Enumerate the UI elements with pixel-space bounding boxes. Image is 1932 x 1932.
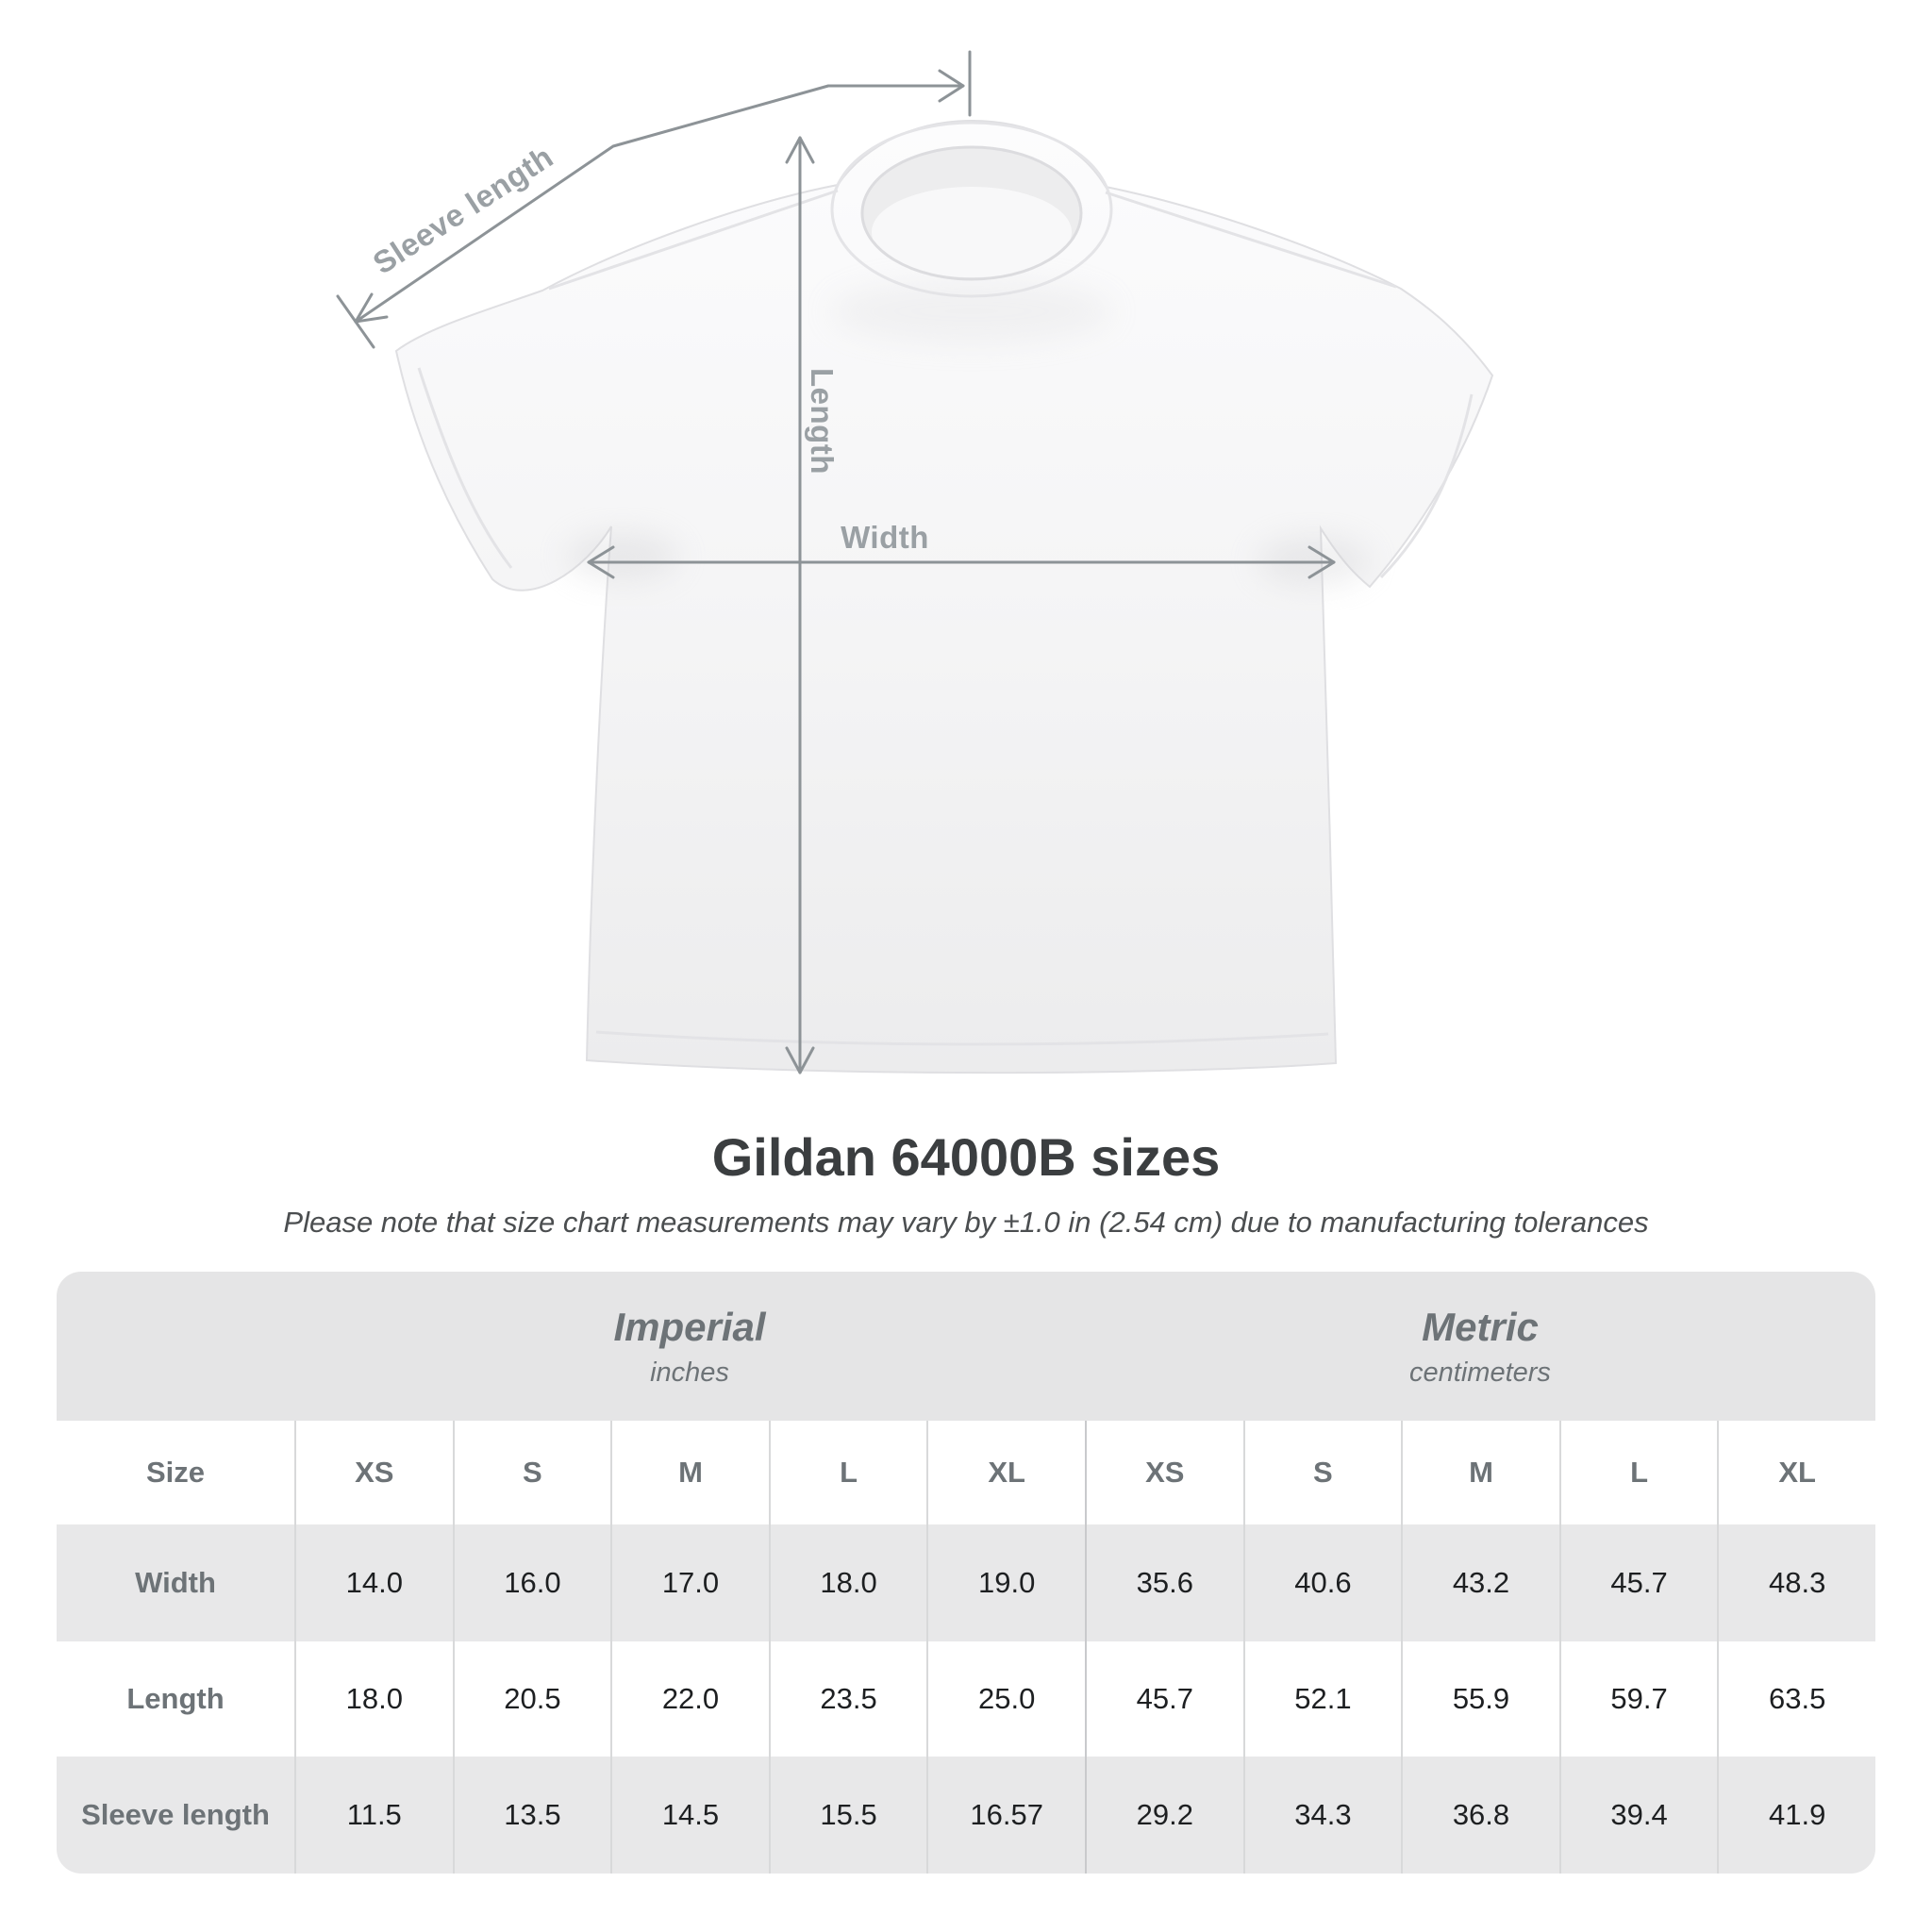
tshirt-illustration bbox=[396, 121, 1492, 1073]
table-row-length bbox=[57, 1641, 1875, 1757]
length-imperial-l: 23.5 bbox=[769, 1641, 927, 1757]
length-metric-xs: 45.7 bbox=[1085, 1641, 1243, 1757]
metric-label: Metric bbox=[1422, 1304, 1539, 1349]
col-header-imperial-xs: XS bbox=[294, 1421, 453, 1524]
width-imperial-l: 18.0 bbox=[769, 1524, 927, 1641]
length-imperial-s: 20.5 bbox=[453, 1641, 611, 1757]
sleeve-length-label: Sleeve length bbox=[366, 139, 559, 281]
col-header-metric-m: M bbox=[1401, 1421, 1559, 1524]
sleeve-imperial-xl: 16.57 bbox=[926, 1757, 1085, 1874]
sleeve-imperial-xs: 11.5 bbox=[294, 1757, 453, 1874]
col-header-imperial-l: L bbox=[769, 1421, 927, 1524]
width-imperial-xs: 14.0 bbox=[294, 1524, 453, 1641]
sleeve-length-end-tick bbox=[338, 296, 374, 347]
row-label-width: Width bbox=[135, 1566, 216, 1599]
length-imperial-xl: 25.0 bbox=[926, 1641, 1085, 1757]
sleeve-metric-m: 36.8 bbox=[1401, 1757, 1559, 1874]
width-imperial-m: 17.0 bbox=[610, 1524, 769, 1641]
width-imperial-xl: 19.0 bbox=[926, 1524, 1085, 1641]
col-header-imperial-xl: XL bbox=[926, 1421, 1085, 1524]
size-table bbox=[57, 1272, 1875, 1874]
length-metric-m: 55.9 bbox=[1401, 1641, 1559, 1757]
width-metric-s: 40.6 bbox=[1243, 1524, 1402, 1641]
row-label-sleeve-length: Sleeve length bbox=[81, 1798, 270, 1831]
col-header-imperial-s: S bbox=[453, 1421, 611, 1524]
metric-unit-label: centimeters bbox=[1409, 1357, 1551, 1388]
length-imperial-m: 22.0 bbox=[610, 1641, 769, 1757]
size-header-row bbox=[57, 1421, 1875, 1524]
length-metric-xl: 63.5 bbox=[1717, 1641, 1875, 1757]
sleeve-imperial-m: 14.5 bbox=[610, 1757, 769, 1874]
width-label: Width bbox=[841, 520, 929, 555]
width-metric-l: 45.7 bbox=[1559, 1524, 1718, 1641]
length-label: Length bbox=[805, 368, 840, 475]
sleeve-metric-xl: 41.9 bbox=[1717, 1757, 1875, 1874]
size-column-header: Size bbox=[145, 1456, 206, 1489]
width-metric-xs: 35.6 bbox=[1085, 1524, 1243, 1641]
unit-group-spacer bbox=[57, 1272, 294, 1421]
imperial-unit-label: inches bbox=[650, 1357, 729, 1388]
imperial-label: Imperial bbox=[613, 1304, 766, 1349]
width-metric-xl: 48.3 bbox=[1717, 1524, 1875, 1641]
col-header-imperial-m: M bbox=[610, 1421, 769, 1524]
title-block bbox=[0, 1128, 1932, 1240]
width-metric-m: 43.2 bbox=[1401, 1524, 1559, 1641]
length-metric-s: 52.1 bbox=[1243, 1641, 1402, 1757]
length-metric-l: 59.7 bbox=[1559, 1641, 1718, 1757]
length-imperial-xs: 18.0 bbox=[294, 1641, 453, 1757]
col-header-metric-xs: XS bbox=[1085, 1421, 1243, 1524]
group-header-imperial bbox=[294, 1272, 1085, 1421]
width-imperial-s: 16.0 bbox=[453, 1524, 611, 1641]
group-header-metric bbox=[1085, 1272, 1875, 1421]
sleeve-imperial-l: 15.5 bbox=[769, 1757, 927, 1874]
tolerance-note: Please note that size chart measurements may vary by ±1.0 in (2.54 cm) due to manufacturing tolerances bbox=[283, 1205, 1649, 1239]
table-row-sleeve-length bbox=[57, 1757, 1875, 1874]
col-header-metric-xl: XL bbox=[1717, 1421, 1875, 1524]
sleeve-imperial-s: 13.5 bbox=[453, 1757, 611, 1874]
col-header-metric-l: L bbox=[1559, 1421, 1718, 1524]
page-title: Gildan 64000B sizes bbox=[711, 1127, 1221, 1187]
table-row-width bbox=[57, 1524, 1875, 1641]
row-label-length: Length bbox=[126, 1682, 225, 1715]
unit-group-header-row bbox=[57, 1272, 1875, 1421]
sleeve-metric-s: 34.3 bbox=[1243, 1757, 1402, 1874]
sleeve-metric-l: 39.4 bbox=[1559, 1757, 1718, 1874]
sleeve-metric-xs: 29.2 bbox=[1085, 1757, 1243, 1874]
col-header-metric-s: S bbox=[1243, 1421, 1402, 1524]
